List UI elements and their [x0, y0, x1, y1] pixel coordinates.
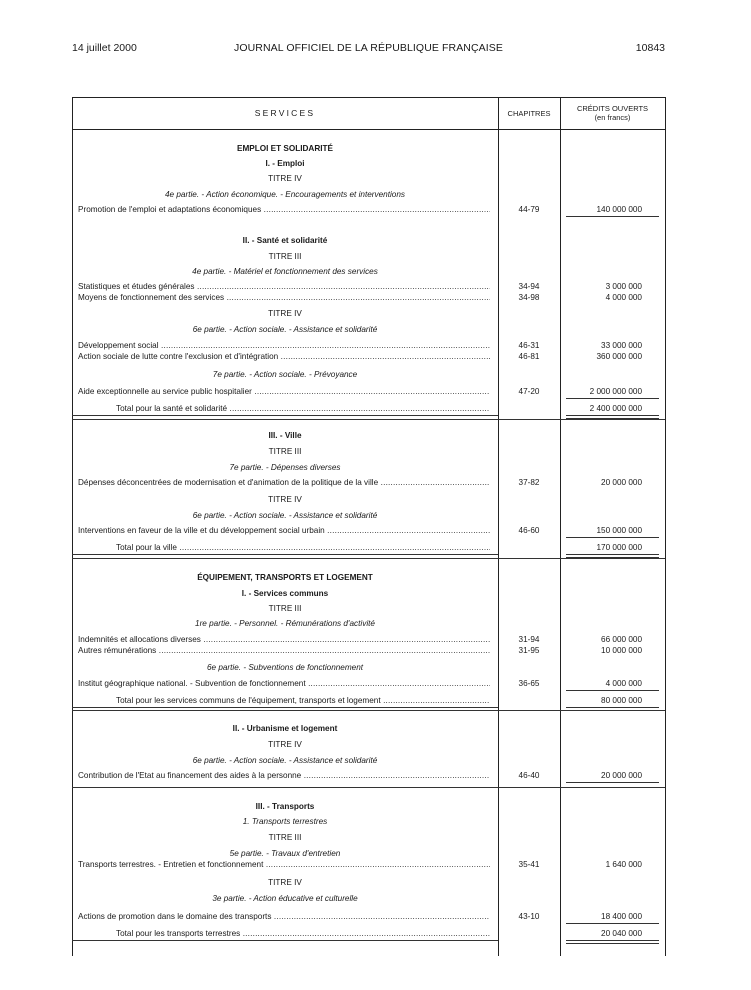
table-left-border [72, 97, 73, 956]
section-heading: I. - Services communs [241, 589, 329, 598]
amount-underline [566, 537, 659, 538]
section-heading: TITRE IV [268, 740, 302, 749]
row-label: Aide exceptionnelle au service public hospitalier ..... [78, 387, 490, 397]
row-chapter: 36-65 [518, 679, 540, 688]
section-heading: TITRE III [268, 833, 302, 842]
table-right-border [665, 97, 666, 956]
total-rule [72, 415, 498, 416]
row-label: Indemnités et allocations diverses ..... [78, 635, 490, 645]
section-heading: 7e partie. - Action sociale. - Prévoyance [212, 370, 358, 379]
row-amount: 4 000 000 [605, 293, 642, 302]
row-chapter: 35-41 [518, 860, 540, 869]
amount-underline [566, 690, 659, 691]
section-heading: 4e partie. - Matériel et fonctionnement des services [192, 267, 378, 276]
row-label: Moyens de fonctionnement des services ..... [78, 293, 490, 303]
row-amount: 150 000 000 [596, 526, 642, 535]
row-chapter: 31-95 [518, 646, 540, 655]
section-heading: III. - Transports [255, 802, 315, 811]
row-amount: 3 000 000 [605, 282, 642, 291]
section-heading: 3e partie. - Action éducative et culturelle [212, 894, 358, 903]
section-heading: 6e partie. - Action sociale. - Assistance et solidarité [192, 756, 378, 765]
row-label: Développement social ..... [78, 341, 490, 351]
row-label: Action sociale de lutte contre l'exclusion et d'intégration ..... [78, 352, 490, 362]
row-chapter: 46-31 [518, 341, 540, 350]
section-heading: I. - Emploi [265, 159, 305, 168]
section-heading: 4e partie. - Action économique. - Encouragements et interventions [165, 190, 405, 199]
row-label: Transports terrestres. - Entretien et fonctionnement ..... [78, 860, 490, 870]
row-chapter: 31-94 [518, 635, 540, 644]
section-heading: TITRE III [268, 252, 302, 261]
row-chapter: 46-60 [518, 526, 540, 535]
row-label: Contribution de l'Etat au financement des aides à la personne ..... [78, 771, 490, 781]
row-amount: 4 000 000 [605, 679, 642, 688]
section-separator [72, 787, 665, 788]
total-amount: 20 040 000 [601, 929, 642, 938]
total-rule [72, 707, 498, 708]
total-rule [72, 554, 498, 555]
section-heading: TITRE IV [268, 174, 302, 183]
section-heading: 1re partie. - Personnel. - Rémunérations d'activité [195, 619, 375, 628]
section-heading: TITRE IV [268, 878, 302, 887]
section-heading: TITRE III [268, 447, 302, 456]
section-heading: 5e partie. - Travaux d'entretien [229, 849, 341, 858]
row-amount: 20 000 000 [601, 478, 642, 487]
column-divider-chapitres [498, 97, 499, 956]
section-separator [72, 710, 665, 711]
row-label: Promotion de l'emploi et adaptations économiques ..... [78, 205, 490, 215]
column-header-services: SERVICES [254, 107, 316, 118]
total-label: Total pour la ville ..... [116, 543, 490, 553]
column-header-credits [560, 97, 665, 129]
row-label: Autres rémunérations ..... [78, 646, 490, 656]
section-heading: II. - Urbanisme et logement [232, 724, 338, 733]
row-label: Actions de promotion dans le domaine des transports ..... [78, 912, 490, 922]
row-chapter: 46-40 [518, 771, 540, 780]
row-chapter: 46-81 [518, 352, 540, 361]
amount-underline [566, 216, 659, 217]
row-amount: 360 000 000 [596, 352, 642, 361]
row-chapter: 44-79 [518, 205, 540, 214]
row-amount: 33 000 000 [601, 341, 642, 350]
section-separator [72, 419, 665, 420]
section-heading: TITRE IV [268, 309, 302, 318]
row-chapter: 43-10 [518, 912, 540, 921]
total-label: Total pour les services communs de l'équipement, transports et logement ..... [116, 696, 490, 706]
total-rule [72, 940, 498, 941]
header-page-number: 10843 [635, 42, 665, 54]
amount-underline [566, 923, 659, 924]
row-chapter: 34-98 [518, 293, 540, 302]
section-heading: 6e partie. - Action sociale. - Assistance et solidarité [192, 325, 378, 334]
row-label: Dépenses déconcentrées de modernisation et d'animation de la politique de la ville ..... [78, 478, 490, 488]
amount-underline [566, 782, 659, 783]
budget-table [72, 97, 665, 956]
row-amount: 10 000 000 [601, 646, 642, 655]
total-double-underline [566, 940, 659, 944]
page-header [72, 42, 665, 58]
section-heading: TITRE III [268, 604, 302, 613]
header-title: JOURNAL OFFICIEL DE LA RÉPUBLIQUE FRANÇAISE [234, 42, 503, 54]
table-header-border [72, 129, 665, 130]
section-heading: 6e partie. - Subventions de fonctionnement [206, 663, 364, 672]
row-label: Institut géographique national. - Subvention de fonctionnement ..... [78, 679, 490, 689]
row-amount: 20 000 000 [601, 771, 642, 780]
total-amount: 2 400 000 000 [589, 404, 642, 413]
row-chapter: 47-20 [518, 387, 540, 396]
section-heading: III. - Ville [268, 431, 302, 440]
row-chapter: 34-94 [518, 282, 540, 291]
column-header-credits-title: CRÉDITS OUVERTS [576, 104, 649, 113]
row-label: Interventions en faveur de la ville et du développement social urbain ..... [78, 526, 490, 536]
total-amount: 170 000 000 [596, 543, 642, 552]
row-amount: 140 000 000 [596, 205, 642, 214]
section-separator [72, 558, 665, 559]
row-amount: 1 640 000 [605, 860, 642, 869]
row-label: Statistiques et études générales ..... [78, 282, 490, 292]
section-heading: 1. Transports terrestres [242, 817, 328, 826]
row-amount: 66 000 000 [601, 635, 642, 644]
total-amount: 80 000 000 [601, 696, 642, 705]
section-heading: ÉQUIPEMENT, TRANSPORTS ET LOGEMENT [197, 573, 373, 582]
row-chapter: 37-82 [518, 478, 540, 487]
section-heading: EMPLOI ET SOLIDARITÉ [237, 144, 333, 153]
total-label: Total pour les transports terrestres ..... [116, 929, 490, 939]
column-header-credits-unit: (en francs) [594, 113, 631, 122]
section-heading: TITRE IV [268, 495, 302, 504]
row-amount: 2 000 000 000 [589, 387, 642, 396]
section-heading: 6e partie. - Action sociale. - Assistance et solidarité [192, 511, 378, 520]
section-heading: II. - Santé et solidarité [242, 236, 328, 245]
header-date: 14 juillet 2000 [72, 42, 137, 54]
section-heading: 7e partie. - Dépenses diverses [229, 463, 341, 472]
column-header-chapitres: CHAPITRES [507, 108, 551, 118]
amount-underline [566, 398, 659, 399]
row-amount: 18 400 000 [601, 912, 642, 921]
total-label: Total pour la santé et solidarité ..... [116, 404, 490, 414]
